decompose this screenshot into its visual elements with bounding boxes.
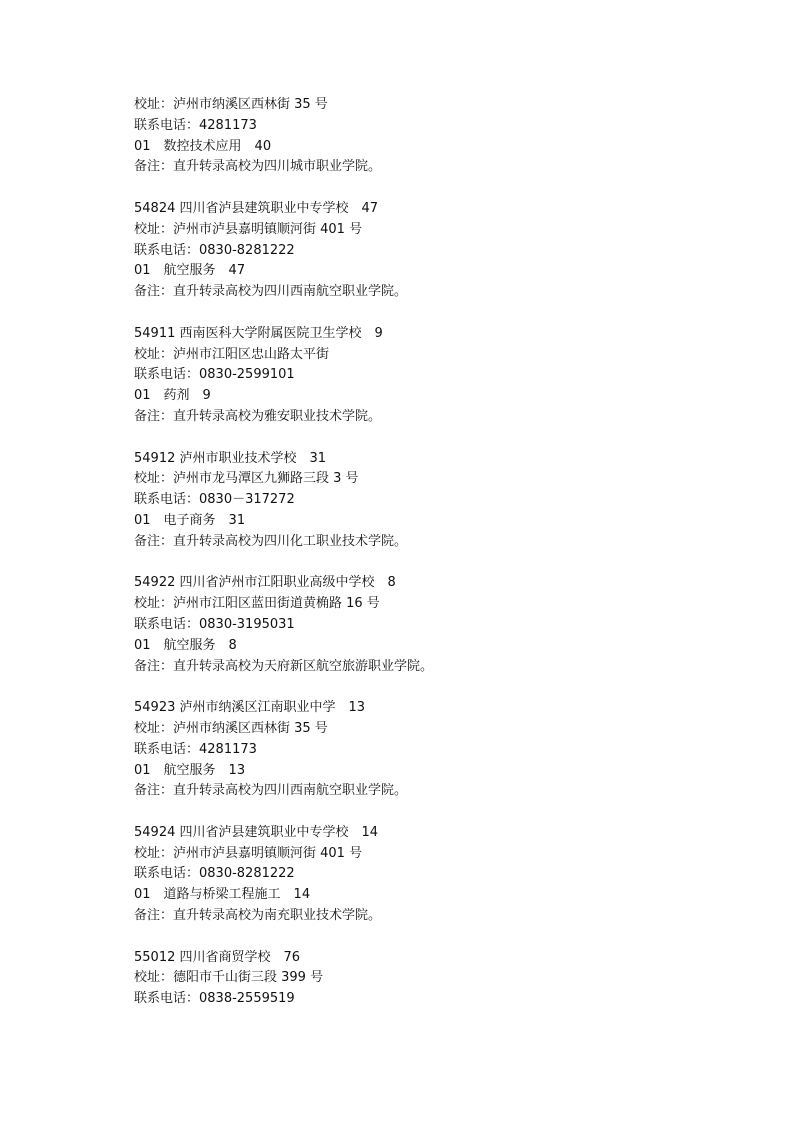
text-line: 联系电话：0830-3195031	[134, 616, 295, 632]
blank-line	[134, 178, 754, 199]
text-line: 01 航空服务 47	[134, 263, 246, 279]
blank-line	[134, 927, 754, 948]
text-line: 联系电话：0830-2599101	[134, 367, 295, 383]
school-heading: 54911 西南医科大学附属医院卫生学校 9	[134, 325, 383, 341]
text-line: 01 航空服务 8	[134, 637, 237, 653]
text-line: 备注：直升转录高校为南充职业技术学院。	[134, 908, 382, 924]
school-heading: 54824 四川省泸县建筑职业中专学校 47	[134, 200, 379, 216]
text-line: 联系电话：0830－317272	[134, 492, 295, 508]
text-line: 备注：直升转录高校为四川化工职业技术学院。	[134, 533, 408, 549]
text-line: 备注：直升转录高校为天府新区航空旅游职业学院。	[134, 658, 434, 674]
school-heading: 54924 四川省泸县建筑职业中专学校 14	[134, 824, 379, 840]
text-line: 联系电话：0830-8281222	[134, 866, 295, 882]
text-line: 校址：泸州市江阳区蓝田街道黄桷路 16 号	[134, 596, 380, 612]
text-line: 备注：直升转录高校为雅安职业技术学院。	[134, 408, 382, 424]
school-heading: 54923 泸州市纳溪区江南职业中学 13	[134, 700, 366, 716]
blank-line	[134, 802, 754, 823]
text-line: 备注：直升转录高校为四川城市职业学院。	[134, 159, 382, 175]
blank-line	[134, 553, 754, 574]
text-line: 校址：泸州市龙马潭区九狮路三段 3 号	[134, 471, 359, 487]
blank-line	[134, 428, 754, 449]
blank-line	[134, 677, 754, 698]
text-line: 备注：直升转录高校为四川西南航空职业学院。	[134, 284, 408, 300]
text-line: 01 航空服务 13	[134, 762, 246, 778]
school-heading: 54922 四川省泸州市江阳职业高级中学校 8	[134, 575, 396, 591]
text-line: 校址：泸州市泸县嘉明镇顺河街 401 号	[134, 221, 363, 237]
text-line: 01 电子商务 31	[134, 512, 246, 528]
text-line: 01 药剂 9	[134, 388, 211, 404]
text-line: 校址：泸州市纳溪区西林街 35 号	[134, 97, 328, 112]
text-line: 联系电话：4281173	[134, 117, 257, 133]
document-page	[134, 95, 754, 1010]
text-line: 联系电话：4281173	[134, 741, 257, 757]
school-heading: 55012 四川省商贸学校 76	[134, 949, 301, 965]
text-line: 联系电话：0830-8281222	[134, 242, 295, 258]
text-line: 备注：直升转录高校为四川西南航空职业学院。	[134, 783, 408, 799]
text-line: 校址：德阳市千山街三段 399 号	[134, 970, 324, 986]
text-line: 01 道路与桥梁工程施工 14	[134, 887, 311, 903]
text-line: 校址：泸州市泸县嘉明镇顺河街 401 号	[134, 845, 363, 861]
text-line: 校址：泸州市江阳区忠山路太平街	[134, 346, 330, 362]
school-heading: 54912 泸州市职业技术学校 31	[134, 450, 327, 466]
blank-line	[134, 303, 754, 324]
text-line: 校址：泸州市纳溪区西林街 35 号	[134, 720, 328, 736]
text-line: 01 数控技术应用 40	[134, 138, 272, 154]
text-line: 联系电话：0838-2559519	[134, 991, 295, 1007]
